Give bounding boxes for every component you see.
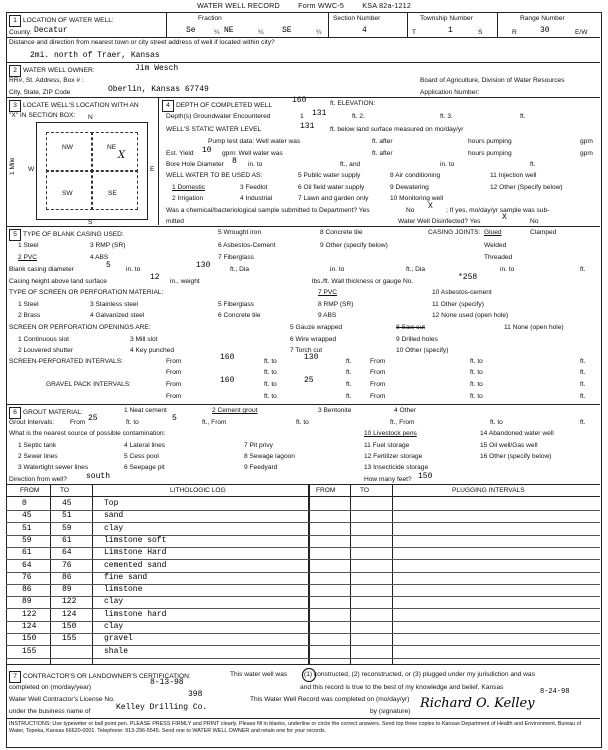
section-number[interactable]: 4 (362, 26, 367, 35)
openings-label: SCREEN OR PERFORATION OPENINGS ARE: (9, 324, 151, 331)
log-row-from[interactable]: 61 (22, 548, 32, 558)
casing-in-to: in. to (126, 266, 141, 273)
use-irrigation[interactable]: 2 Irrigation (172, 195, 204, 202)
log-row-from[interactable]: 0 (22, 499, 27, 508)
log-row-from[interactable]: 150 (22, 634, 37, 644)
constructed-circle-mark (302, 668, 316, 682)
distance-label: Distance and direction from nearest town or city street address of well if located within city? (9, 39, 275, 46)
log-row-to[interactable]: 86 (62, 572, 72, 582)
gp-ft3: ft. (346, 393, 352, 400)
city-value[interactable]: Oberlin, Kansas 67749 (108, 85, 209, 94)
use-lawn[interactable]: 7 Lawn and garden only (298, 195, 369, 202)
use-industrial[interactable]: 4 Industrial (240, 195, 273, 202)
log-row-from[interactable]: 89 (22, 597, 32, 607)
location-x-mark: X (118, 150, 126, 161)
range-ew: E/W (575, 29, 588, 36)
form-title: WATER WELL RECORD (196, 1, 280, 10)
record-completed-label: This Water Well Record was completed on (mo/day/yr) (250, 696, 410, 703)
screen-fiberglass[interactable]: 5 Fiberglass (218, 301, 254, 308)
screen-pvc[interactable]: 7 PVC (318, 289, 338, 296)
log-row-to[interactable]: 89 (62, 585, 72, 595)
log-row-description[interactable]: gravel (104, 634, 133, 644)
quadrant-ne: NE (107, 144, 117, 151)
contam-privy[interactable]: 7 Pit privy (244, 442, 273, 449)
county-value[interactable]: Decatur (34, 26, 68, 35)
opening-saw-cut[interactable]: 8 Saw cut (396, 324, 425, 331)
casing-wrought[interactable]: 5 Wrought iron (218, 229, 262, 236)
bore-label: Bore Hole Diameter (166, 161, 224, 168)
contam-insecticide[interactable]: 13 Insecticide storage (364, 464, 429, 471)
screen-stainless[interactable]: 3 Stainless steel (90, 301, 139, 308)
casing-diameter-label: Blank casing diameter (9, 266, 74, 273)
grout-intervals-label: Grout Intervals: (9, 419, 55, 426)
gp-from[interactable]: 160 (220, 376, 235, 385)
casing-weight-label: in., weight (170, 278, 200, 285)
log-row-to[interactable]: 150 (62, 622, 77, 631)
grout-ft3: ft. (580, 419, 586, 426)
log-row-to[interactable]: 122 (62, 597, 77, 607)
casing-other[interactable]: 9 Other (specify below) (320, 242, 388, 249)
table-row (6, 535, 600, 536)
log-row-from[interactable]: 64 (22, 560, 32, 570)
spi-to[interactable]: 130 (304, 353, 319, 362)
business-name-label: under the business name of (9, 708, 91, 715)
township-label: Township Number (420, 15, 473, 22)
bore-ft-and: ft., and (340, 161, 361, 168)
est-yield[interactable]: 10 (202, 146, 212, 155)
grout-ft-from: ft., From (202, 419, 227, 426)
static-level-tail: ft. below land surface measured on mo/day/yr (330, 126, 464, 133)
log-from-header: FROM (20, 487, 40, 494)
license-label: Water Well Contractor's License No. (9, 696, 115, 703)
opening-wire[interactable]: 6 Wire wrapped (290, 336, 337, 343)
opening-torch[interactable]: 7 Torch cut (290, 347, 323, 354)
table-row (6, 645, 600, 646)
casing-rmp[interactable]: 3 RMP (SR) (90, 242, 126, 249)
spi-ft3: ft. (346, 369, 352, 376)
screen-none[interactable]: 12 None used (open hole) (432, 312, 509, 319)
chem-tail: ; If yes, mo/day/yr sample was sub- (446, 207, 550, 214)
log-row-description[interactable]: shale (104, 646, 129, 656)
gauge-number[interactable]: *258 (458, 273, 478, 282)
static-level[interactable]: 131 (300, 122, 315, 131)
cert-text-1: This water well was (230, 671, 288, 678)
cert-construct-options[interactable]: (1) constructed, (2) reconstructed, or (3) plugged under my jurisdiction and was (304, 671, 535, 678)
chem-no-label: No (406, 207, 415, 214)
contam-watertight[interactable]: 3 Watertight sewer lines (18, 464, 89, 471)
fraction-1[interactable]: Se (186, 26, 196, 35)
casing-abs[interactable]: 4 ABS (90, 254, 109, 261)
joints-welded[interactable]: Welded (484, 242, 507, 249)
disinfected-label: Water Well Disinfected? Yes (398, 218, 481, 225)
log-row-to[interactable]: 124 (62, 609, 77, 619)
log-row-from[interactable]: 45 (22, 511, 32, 521)
instructions-text: INSTRUCTIONS: Use typewriter or ball point pen. PLEASE PRESS FIRMLY and PRINT clearly. Please fill in blanks, underline or circle the correct answers. Send top three copies to Kansas Department of Health and Environment, Bureau of Water, Topeka, Kansas 66620-0001. Telephone: 913-296-5545. Send one to WATER WELL OWNER and retain one for your records. (9, 721, 582, 734)
contam-fertilizer[interactable]: 12 Fertilizer storage (364, 453, 423, 460)
log-row-to[interactable]: 155 (62, 634, 77, 644)
chem-mitted: mitted (166, 218, 184, 225)
casing-height[interactable]: 12 (150, 273, 160, 282)
table-row (6, 633, 600, 634)
log-row-description[interactable]: Top (104, 499, 119, 508)
use-injection[interactable]: 11 Injection well (490, 172, 537, 179)
fraction-2[interactable]: NE (224, 26, 234, 35)
quarter-3: ¼ (316, 29, 322, 36)
spi-ft: ft. (346, 358, 352, 365)
signature-label: by (signature) (370, 708, 411, 715)
contamination-label: What is the nearest source of possible contamination: (9, 430, 166, 437)
table-row (6, 547, 600, 548)
township-number[interactable]: 1 (448, 26, 453, 35)
spi-to3-label: ft. to (264, 369, 277, 376)
log-row-description[interactable]: sand (104, 511, 124, 521)
plug-from-header: FROM (316, 487, 336, 494)
contam-lagoon[interactable]: 8 Sewage lagoon (244, 453, 295, 460)
spi-from[interactable]: 160 (220, 353, 235, 362)
casing-diameter[interactable]: 5 (106, 261, 111, 270)
bore-ft: ft. (530, 161, 536, 168)
distance-feet[interactable]: 150 (418, 472, 433, 481)
compass-s: S (88, 219, 93, 226)
screen-abs[interactable]: 9 ABS (318, 312, 337, 319)
grout-cement[interactable]: 2 Cement grout (212, 407, 258, 414)
screen-brass[interactable]: 2 Brass (18, 312, 41, 319)
log-row-description[interactable]: Limstone Hard (104, 548, 167, 558)
log-row-description[interactable]: clay (104, 597, 124, 607)
spi-from3-label: From (166, 369, 182, 376)
gw-index-2: ft. 2. (352, 113, 365, 120)
gp-ft2: ft. (580, 381, 586, 388)
bore-diameter[interactable]: 8 (232, 157, 237, 166)
spi-ft2: ft. (580, 358, 586, 365)
screen-galvanized[interactable]: 4 Galvanized steel (90, 312, 145, 319)
use-label: WELL WATER TO BE USED AS: (166, 172, 263, 179)
log-row-to[interactable]: 61 (62, 535, 72, 545)
gp-to[interactable]: 25 (304, 376, 314, 385)
log-row-from[interactable]: 59 (22, 535, 32, 545)
log-row-from[interactable]: 122 (22, 609, 37, 619)
use-domestic[interactable]: 1 Domestic (172, 184, 205, 191)
gp-to2-label: ft. to (470, 381, 483, 388)
casing-dia-2: ft., Dia (230, 266, 250, 273)
gp-from3-label: From (166, 393, 182, 400)
contam-seepage[interactable]: 6 Seepage pit (124, 464, 165, 471)
casing-ft-3: ft. (580, 266, 586, 273)
spi-ft4: ft. (580, 369, 586, 376)
log-row-from[interactable]: 86 (22, 585, 32, 595)
form-header (0, 2, 608, 10)
section-number-label: Section Number (333, 15, 381, 22)
table-row (6, 658, 600, 659)
groundwater-label: Depth(s) Groundwater Encountered (166, 113, 271, 120)
opening-other[interactable]: 10 Other (specify) (396, 347, 449, 354)
section-4-label: 4 DEPTH OF COMPLETED WELL (162, 100, 272, 112)
spi-from-label: From (166, 358, 182, 365)
log-to-header: TO (60, 487, 70, 494)
board-label: Board of Agriculture, Division of Water Resources (420, 77, 565, 84)
casing-concrete[interactable]: 8 Concrete tile (320, 229, 363, 236)
table-row (6, 572, 600, 573)
screen-steel[interactable]: 1 Steel (18, 301, 39, 308)
form-number: Form WWC-5 (298, 1, 345, 10)
log-row-to[interactable]: 45 (62, 499, 72, 508)
contam-oilwell[interactable]: 15 Oil well/Gas well (480, 442, 538, 449)
direction-value[interactable]: south (86, 472, 111, 481)
use-dewatering[interactable]: 9 Dewatering (390, 184, 429, 191)
opening-key[interactable]: 4 Key punched (130, 347, 174, 354)
owner-name[interactable]: Jim Wesch (135, 64, 179, 73)
direction-label: Direction from well? (9, 476, 67, 483)
disinfected-x[interactable]: X (502, 213, 507, 222)
contam-septic[interactable]: 1 Septic tank (18, 442, 57, 449)
log-row-description[interactable]: clay (104, 523, 124, 533)
completed-depth[interactable]: 160 (292, 96, 307, 105)
opening-none[interactable]: 11 None (open hole) (504, 324, 564, 331)
log-row-to[interactable]: 51 (62, 511, 72, 521)
casing-fiberglass[interactable]: 7 Fiberglass (218, 254, 254, 261)
yield-label: Est. Yield (166, 150, 194, 157)
log-row-description[interactable]: cemented sand (104, 560, 167, 570)
grout-from[interactable]: 25 (88, 414, 98, 423)
use-public[interactable]: 5 Public water supply (298, 172, 361, 179)
casing-steel[interactable]: 1 Steel (18, 242, 39, 249)
fraction-3[interactable]: SE (282, 26, 292, 35)
compass-n: N (88, 114, 93, 121)
contam-fuel[interactable]: 11 Fuel storage (364, 442, 410, 449)
gravel-pack-label: GRAVEL PACK INTERVALS: (46, 381, 132, 388)
log-row-from[interactable]: 155 (22, 646, 37, 656)
screen-intervals-label: SCREEN-PERFORATED INTERVALS: (9, 358, 123, 365)
log-row-from[interactable]: 51 (22, 523, 32, 533)
grout-from-label: From (70, 419, 86, 426)
yield-gpm: gpm (580, 150, 593, 157)
completed-date[interactable]: 8-13-98 (150, 678, 184, 687)
quadrant-nw: NW (62, 144, 73, 151)
contam-livestock[interactable]: 10 Livestock pens (364, 430, 417, 437)
township-t: T (412, 29, 417, 36)
opening-continuous[interactable]: 1 Continuous slot (18, 336, 69, 343)
log-row-to[interactable]: 76 (62, 560, 72, 570)
use-oilfield[interactable]: 6 Oil field water supply (298, 184, 365, 191)
pump-hours: hours pumping (468, 138, 512, 145)
plug-to-header: TO (360, 487, 370, 494)
quadrant-sw: SW (62, 190, 73, 197)
distance-value[interactable]: 2mi. north of Traer, Kansas (30, 51, 160, 60)
range-label: Range Number (520, 15, 565, 22)
section-1-label: 1 LOCATION OF WATER WELL: (9, 15, 114, 27)
table-row (6, 522, 600, 523)
table-row (6, 559, 600, 560)
static-level-label: WELL'S STATIC WATER LEVEL (166, 126, 262, 133)
joints-clamped[interactable]: Clamped (530, 229, 557, 236)
log-row-to[interactable]: 64 (62, 548, 72, 558)
log-row-to[interactable]: 59 (62, 523, 72, 533)
contam-abandoned[interactable]: 14 Abandoned water well (480, 430, 554, 437)
spi-from2-label: From (370, 358, 386, 365)
gp-to4-label: ft. to (470, 393, 483, 400)
casing-joints-label: CASING JOINTS: (428, 229, 481, 236)
table-row (6, 510, 600, 511)
gp-from-label: From (166, 381, 182, 388)
contam-cess[interactable]: 5 Cess pool (124, 453, 159, 460)
chem-sample-label: Was a chemical/bacteriological sample submitted to Department? Yes (166, 207, 370, 214)
yield-tail: gpm: Well water was (222, 150, 283, 157)
distance-feet-label: How many feet? (364, 476, 412, 483)
range-r: R (512, 29, 517, 36)
gp-from4-label: From (370, 393, 386, 400)
opening-gauze[interactable]: 5 Gauze wrapped (290, 324, 343, 331)
section-3-label: 3 LOCATE WELL'S LOCATION WITH AN "X" IN SECTION BOX: (9, 102, 139, 119)
joints-threaded[interactable]: Threaded (484, 254, 513, 261)
table-row (6, 608, 600, 609)
business-name[interactable]: Kelley Drilling Co. (116, 703, 208, 712)
casing-asbestos[interactable]: 6 Asbestos-Cement (218, 242, 276, 249)
grout-bentonite[interactable]: 3 Bentonite (318, 407, 352, 414)
screen-rmp[interactable]: 8 RMP (SR) (318, 301, 354, 308)
gw-ft: ft. (520, 113, 526, 120)
use-other[interactable]: 12 Other (Specify below) (490, 184, 563, 191)
table-row (6, 584, 600, 585)
elevation-label: ft. ELEVATION: (330, 100, 376, 107)
pump-after: ft. after (372, 138, 393, 145)
log-lithologic-header: LITHOLOGIC LOG (170, 487, 226, 494)
quarter-2: ¼ (258, 29, 264, 36)
gp-from2-label: From (370, 381, 386, 388)
gp-to3-label: ft. to (264, 393, 277, 400)
log-row-from[interactable]: 76 (22, 572, 32, 582)
contam-sewer[interactable]: 2 Sewer lines (18, 453, 58, 460)
yield-after: ft. after (372, 150, 393, 157)
fraction-label: Fraction (198, 15, 222, 22)
log-row-description[interactable]: limstone soft (104, 535, 167, 545)
grout-to-label: ft. to (126, 419, 139, 426)
spi-from4-label: From (370, 369, 386, 376)
opening-louvered[interactable]: 2 Louvered shutter (18, 347, 73, 354)
gp-ft4: ft. (580, 393, 586, 400)
section-6-label: 6 GROUT MATERIAL: (9, 407, 83, 419)
plugging-header: PLUGGING INTERVALS (452, 487, 525, 494)
grout-to[interactable]: 5 (172, 414, 177, 423)
range-number[interactable]: 30 (540, 26, 550, 35)
form-ksa: KSA 82a-1212 (362, 1, 412, 10)
section-2-label: 2 WATER WELL OWNER: (9, 65, 95, 77)
application-label: Application Number: (420, 89, 480, 96)
contam-feedyard[interactable]: 9 Feedyard (244, 464, 278, 471)
use-monitoring[interactable]: 10 Monitoring well (390, 195, 444, 202)
compass-w: W (28, 166, 35, 173)
table-row (6, 596, 600, 597)
city-label: City, State, ZIP Code (9, 89, 71, 96)
address-label: RR#, St. Address, Box # : (9, 77, 84, 84)
gp-ft: ft. (346, 381, 352, 388)
log-row-description[interactable]: clay (104, 622, 124, 631)
grout-to2-label: ft. to (296, 419, 309, 426)
casing-in-to-2: in. to (330, 266, 345, 273)
groundwater-depth-1[interactable]: 131 (312, 109, 327, 118)
grout-other[interactable]: 4 Other (394, 407, 416, 414)
casing-depth[interactable]: 130 (196, 261, 211, 270)
gp-to-label: ft. to (264, 381, 277, 388)
quarter-1: ¼ (214, 29, 220, 36)
log-row-description[interactable]: limstone hard (104, 609, 167, 619)
spi-to-label: ft. to (264, 358, 277, 365)
bore-in-to: in. to (248, 161, 263, 168)
use-air[interactable]: 8 Air conditioning (390, 172, 441, 179)
yield-hours: hours pumping (468, 150, 512, 157)
record-completed-date[interactable]: 8-24-98 (540, 688, 570, 696)
wall-thickness-label: lbs./ft. Wall thickness or gauge No. (312, 278, 414, 285)
completed-on-label: completed on (mo/day/year) (9, 684, 92, 691)
casing-in-to-3: in. to (500, 266, 515, 273)
bore-in-to-2: in. to (440, 161, 455, 168)
pump-test-label: Pump test data: Well water was (208, 138, 301, 145)
township-s: S (478, 29, 483, 36)
screen-concrete[interactable]: 6 Concrete tile (218, 312, 261, 319)
grout-to3-label: ft. to (490, 419, 503, 426)
casing-pvc[interactable]: 2 PVC (18, 254, 38, 261)
section-5-label: 5 TYPE OF BLANK CASING USED: (9, 229, 124, 241)
screen-material-label: TYPE OF SCREEN OR PERFORATION MATERIAL: (9, 289, 164, 296)
spi-to4-label: ft. to (470, 369, 483, 376)
compass-e: E (150, 166, 155, 173)
log-row-description[interactable]: limstone (104, 585, 143, 595)
county-label: County: (9, 29, 32, 36)
opening-mill[interactable]: 3 Mill slot (130, 336, 158, 343)
table-row (6, 621, 600, 622)
screen-asbestos[interactable]: 10 Asbestos-cement (432, 289, 492, 296)
disinfected-no: No (530, 218, 539, 225)
joints-glued[interactable]: Glued (484, 229, 502, 236)
section-7-label: 7 CONTRACTOR'S OR LANDOWNER'S CERTIFICATION: (9, 671, 191, 683)
gw-index-3: ft. 3. (440, 113, 453, 120)
screen-other[interactable]: 11 Other (specify) (432, 301, 484, 308)
grout-ft-from-2: ft., From (390, 419, 415, 426)
log-row-from[interactable]: 124 (22, 622, 37, 631)
log-row-description[interactable]: fine sand (104, 572, 148, 582)
casing-height-label: Casing height above land surface (9, 278, 107, 285)
quadrant-se: SE (108, 190, 117, 197)
spi-to2-label: ft. to (470, 358, 483, 365)
grout-neat[interactable]: 1 Neat cement (124, 407, 167, 414)
contractor-signature: Richard O. Kelley (420, 696, 535, 711)
cert-text-2: and this record is true to the best of my knowledge and belief. Kansas (300, 684, 504, 691)
contam-other[interactable]: 16 Other (specify below) (480, 453, 552, 460)
gw-index-1: 1 (300, 113, 304, 120)
chem-no-x[interactable]: X (428, 202, 433, 211)
license-number[interactable]: 398 (188, 690, 203, 699)
contam-lateral[interactable]: 4 Lateral lines (124, 442, 166, 449)
opening-drilled[interactable]: 9 Drilled holes (396, 336, 438, 343)
pump-gpm: gpm (580, 138, 593, 145)
use-feedlot[interactable]: 3 Feedlot (240, 184, 268, 191)
casing-dia-3: ft., Dia (406, 266, 426, 273)
mile-label: 1 Mile (9, 157, 16, 175)
